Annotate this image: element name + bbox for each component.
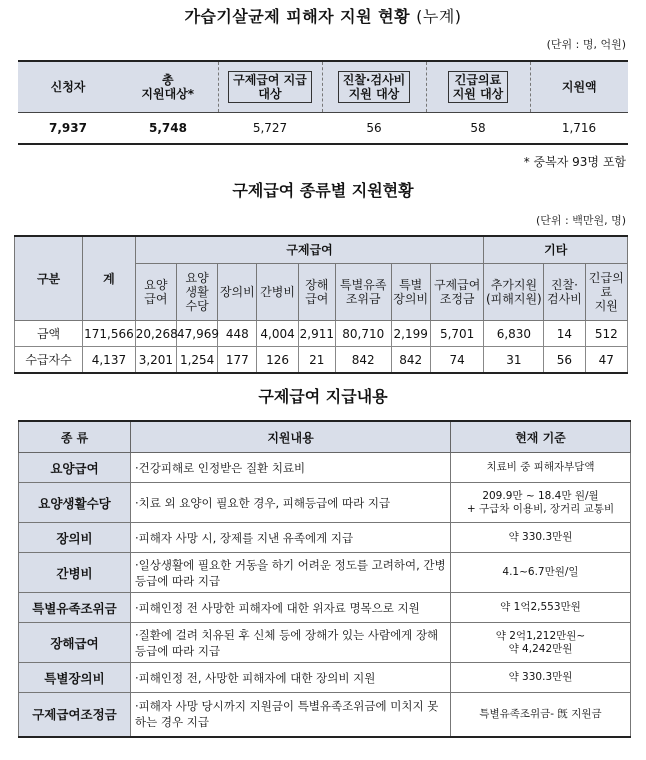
table-cell: 47	[585, 347, 627, 374]
table-cell: 177	[218, 347, 257, 374]
row-total: 4,137	[83, 347, 136, 374]
relief-content: ·피해자 사망 시, 장제를 지낸 유족에게 지급	[131, 523, 451, 553]
header-label: 계	[103, 271, 115, 286]
table-cell: 21	[298, 347, 335, 374]
summary-title	[0, 4, 646, 27]
table-row	[19, 453, 631, 483]
table-row	[19, 553, 631, 593]
relief-type-subheader: 긴급의료 지원	[585, 264, 627, 321]
table-cell: 47,969	[177, 321, 218, 347]
summary-header-exam-eligible	[322, 61, 426, 113]
table-cell: 4,004	[257, 321, 298, 347]
relief-content-header-row	[19, 421, 631, 453]
table-cell: 80,710	[335, 321, 391, 347]
table-cell: 20,268	[135, 321, 176, 347]
table-cell: 56	[544, 347, 585, 374]
summary-table	[18, 60, 628, 145]
table-cell: 2,199	[391, 321, 430, 347]
relief-type-name: 요양급여	[19, 453, 131, 483]
summary-value-row	[18, 113, 628, 145]
table-row	[19, 593, 631, 623]
relief-content: ·치료 외 요양이 필요한 경우, 피해등급에 따라 지급	[131, 483, 451, 523]
relief-standard: 약 330.3만원	[451, 523, 631, 553]
relief-standard: 치료비 중 피해자부담액	[451, 453, 631, 483]
summary-value: 56	[322, 113, 426, 145]
summary-header-applicants	[18, 61, 118, 113]
summary-unit: (단위 : 명, 억원)	[546, 38, 626, 51]
summary-title-main: 가습기살균제 피해자 지원 현황	[184, 7, 411, 26]
summary-header-relief-eligible	[218, 61, 322, 113]
relief-type-name: 구제급여조정금	[19, 693, 131, 737]
table-cell: 14	[544, 321, 585, 347]
summary-value: 5,748	[118, 113, 218, 145]
table-cell: 842	[335, 347, 391, 374]
relief-standard: 약 1억2,553만원	[451, 593, 631, 623]
relief-type-subheader: 특별 장의비	[391, 264, 430, 321]
relief-standard: 4.1~6.7만원/일	[451, 553, 631, 593]
relief-type-subheader: 추가지원 (피해지원)	[484, 264, 544, 321]
duplicate-note: * 중복자 93명 포함	[523, 155, 626, 169]
table-cell: 31	[484, 347, 544, 374]
table-cell: 512	[585, 321, 627, 347]
relief-content: ·피해인정 전 사망한 피해자에 대한 위자료 명목으로 지원	[131, 593, 451, 623]
relief-standard: 209.9만 ~ 18.4만 원/월 + 구급차 이용비, 장거리 교통비	[451, 483, 631, 523]
relief-type-title: 구제급여 종류별 지원현황	[232, 181, 414, 200]
header-label: 지원액	[561, 80, 597, 94]
relief-content: ·질환에 걸려 치유된 후 신체 등에 장해가 있는 사람에게 장해등급에 따라 지급	[131, 623, 451, 663]
table-cell: 2,911	[298, 321, 335, 347]
summary-title-sub: (누계)	[416, 7, 462, 26]
summary-header-row	[18, 61, 628, 113]
table-row	[19, 483, 631, 523]
relief-content-title: 구제급여 지급내용	[258, 387, 388, 406]
relief-type-table	[14, 235, 628, 374]
table-cell: 1,254	[177, 347, 218, 374]
relief-standard: 약 2억1,212만원~ 약 4,242만원	[451, 623, 631, 663]
relief-standard: 특별유족조위금- 旣 지원금	[451, 693, 631, 737]
table-row	[19, 693, 631, 737]
relief-type-subheader: 장해 급여	[298, 264, 335, 321]
summary-value: 1,716	[530, 113, 628, 145]
table-row	[15, 321, 628, 347]
header-total	[83, 236, 136, 321]
relief-type-subheader: 요양 생활 수당	[177, 264, 218, 321]
table-cell: 3,201	[135, 347, 176, 374]
relief-content-table	[18, 420, 631, 738]
relief-type-name: 간병비	[19, 553, 131, 593]
header-standard: 현재 기준	[451, 421, 631, 453]
header-group-relief	[135, 236, 484, 264]
relief-type-subheader: 요양 급여	[135, 264, 176, 321]
table-cell: 842	[391, 347, 430, 374]
relief-type-subheader: 장의비	[218, 264, 257, 321]
relief-type-name: 특별유족조위금	[19, 593, 131, 623]
header-group-other	[484, 236, 628, 264]
row-label: 금액	[15, 321, 83, 347]
table-cell: 6,830	[484, 321, 544, 347]
relief-type-subheader: 간병비	[257, 264, 298, 321]
table-row	[19, 663, 631, 693]
table-cell: 126	[257, 347, 298, 374]
table-row	[19, 623, 631, 663]
table-row	[19, 523, 631, 553]
header-label: 총 지원대상*	[141, 73, 195, 101]
header-label: 진찰·검사비 지원 대상	[338, 71, 411, 103]
table-cell: 74	[430, 347, 484, 374]
summary-value: 5,727	[218, 113, 322, 145]
summary-value: 58	[426, 113, 530, 145]
summary-header-total-eligible	[118, 61, 218, 113]
header-type: 종 류	[19, 421, 131, 453]
row-total: 171,566	[83, 321, 136, 347]
summary-header-amount	[530, 61, 628, 113]
relief-type-subheader: 진찰· 검사비	[544, 264, 585, 321]
header-label: 구제급여 지급 대상	[228, 71, 312, 103]
relief-content: ·건강피해로 인정받은 질환 치료비	[131, 453, 451, 483]
header-label: 기타	[544, 243, 568, 257]
header-label: 긴급의료 지원 대상	[448, 71, 509, 103]
relief-content: ·피해자 사망 당시까지 지원금이 특별유족조위금에 미치지 못하는 경우 지급	[131, 693, 451, 737]
relief-type-header-row-1	[15, 236, 628, 264]
relief-type-subheader: 특별유족 조위금	[335, 264, 391, 321]
table-row	[15, 347, 628, 374]
header-label: 구분	[36, 271, 61, 286]
header-label: 신청자	[50, 80, 86, 94]
summary-header-emergency-eligible	[426, 61, 530, 113]
header-label: 구제급여	[286, 243, 333, 257]
header-category	[15, 236, 83, 321]
relief-type-name: 장해급여	[19, 623, 131, 663]
relief-content: ·일상생활에 필요한 거동을 하기 어려운 정도를 고려하여, 간병등급에 따라 지급	[131, 553, 451, 593]
relief-type-name: 장의비	[19, 523, 131, 553]
relief-type-unit: (단위 : 백만원, 명)	[535, 214, 626, 227]
relief-standard: 약 330.3만원	[451, 663, 631, 693]
summary-value: 7,937	[18, 113, 118, 145]
relief-type-name: 요양생활수당	[19, 483, 131, 523]
relief-type-subheader: 구제급여 조정금	[430, 264, 484, 321]
row-label: 수급자수	[15, 347, 83, 374]
header-content: 지원내용	[131, 421, 451, 453]
table-cell: 5,701	[430, 321, 484, 347]
table-cell: 448	[218, 321, 257, 347]
relief-content: ·피해인정 전, 사망한 피해자에 대한 장의비 지원	[131, 663, 451, 693]
relief-type-name: 특별장의비	[19, 663, 131, 693]
